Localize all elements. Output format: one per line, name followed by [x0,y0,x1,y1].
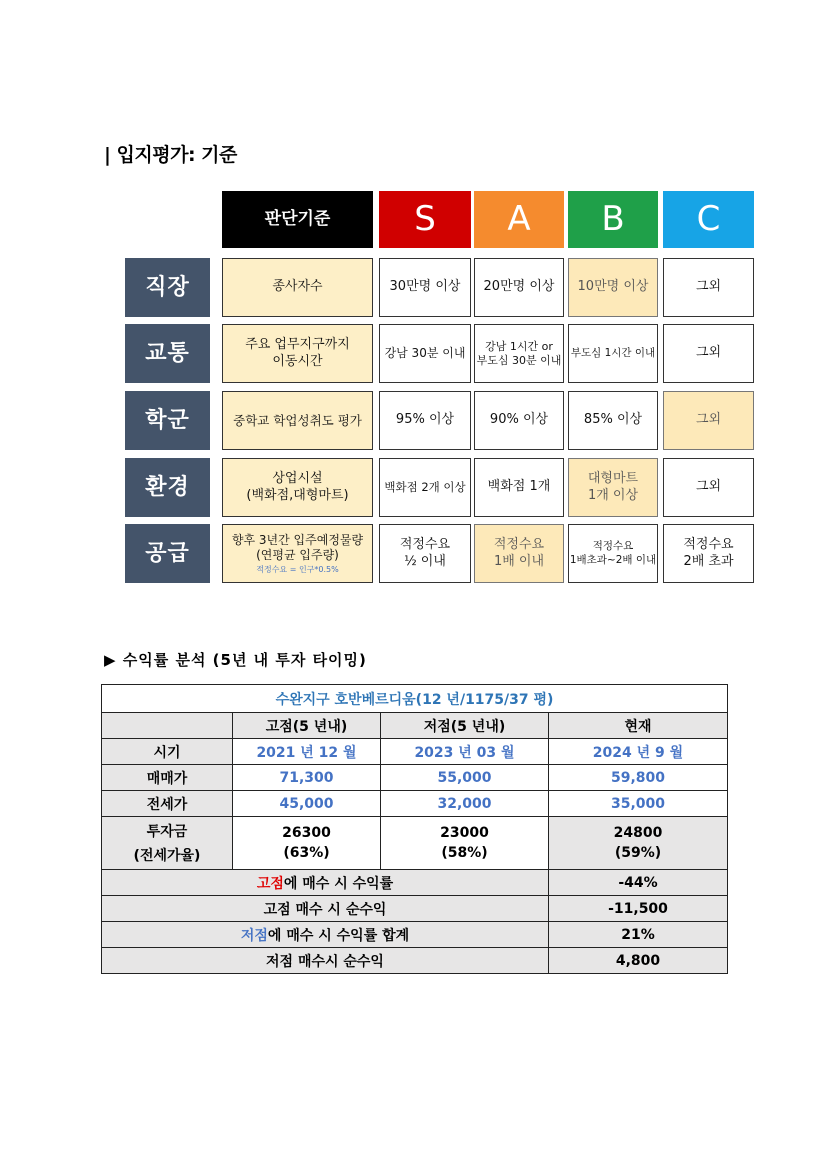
grade-cell: 그외 [663,258,754,317]
row-header: 전세가 [102,791,233,817]
section-title-return: ▶ 수익률 분석 (5년 내 투자 타이밍) [104,651,367,669]
summary-row [102,896,728,922]
grade-cell: 백화점 2개 이상 [379,458,471,517]
summary-label [102,922,549,948]
row-header: 매매가 [102,765,233,791]
criteria-cell [222,258,373,317]
summary-label [102,870,549,896]
summary-label-highlight: 저점 [240,927,268,944]
grade-s-header: S [379,191,471,248]
grade-c-header: C [663,191,754,248]
grade-cell: 90% 이상 [474,391,564,450]
cell-value: 2023 년 03 월 [381,739,549,765]
criteria-text: 주요 업무지구까지 이동시간 [245,337,350,369]
cell-value [549,817,728,870]
cell-value: 2024 년 9 월 [549,739,728,765]
row-header [102,817,233,870]
criteria-cell [222,458,373,517]
summary-row [102,948,728,974]
criteria-text: 상업시설 (백화점,대형마트) [246,471,349,503]
column-header: 현재 [549,713,728,739]
summary-row [102,870,728,896]
summary-label-text: 에 매수 시 수익률 합계 [267,927,410,944]
cell-value: 45,000 [233,791,381,817]
column-header: 고점(5 년내) [233,713,381,739]
grade-cell-highlighted: 그외 [663,391,754,450]
criteria-text: 향후 3년간 입주예정물량 (연평균 입주량) [231,532,364,562]
cell-value: 35,000 [549,791,728,817]
row-label-transport: 교통 [125,324,210,383]
summary-label: 저점 매수시 순수익 [102,948,549,974]
cell-value [233,817,381,870]
grade-cell: 그외 [663,458,754,517]
row-header: 시기 [102,739,233,765]
criteria-cell [222,391,373,450]
row-label-work: 직장 [125,258,210,317]
grade-cell: 그외 [663,324,754,383]
summary-value: -11,500 [549,896,728,922]
grade-a-header: A [474,191,564,248]
jeonse-ratio: (59%) [614,845,662,861]
grade-cell: 백화점 1개 [474,458,564,517]
summary-label-text: 에 매수 시 수익률 [283,875,394,892]
cell-value: 59,800 [549,765,728,791]
column-header: 저점(5 년내) [381,713,549,739]
grade-b-header: B [568,191,658,248]
summary-value: -44% [549,870,728,896]
criteria-note: 적정수요 = 인구*0.5% [256,564,339,574]
jeonse-ratio: (58%) [441,845,488,861]
invest-amount: 24800 [613,825,663,841]
table-title: 수완지구 호반베르디움(12 년/1175/37 평) [102,685,728,713]
row-label-supply: 공급 [125,524,210,583]
grade-cell-highlighted: 10만명 이상 [568,258,658,317]
section-title-location: | 입지평가: 기준 [104,144,237,166]
grade-cell: 적정수요 1배초과~2배 이내 [568,524,658,583]
row-header-line: 투자금 [146,824,188,840]
header-blank [102,713,233,739]
grade-cell-highlighted: 적정수요 1배 이내 [474,524,564,583]
summary-value: 21% [549,922,728,948]
grade-cell: 95% 이상 [379,391,471,450]
cell-value [381,817,549,870]
summary-label-highlight: 고점 [256,875,284,892]
cell-value: 55,000 [381,765,549,791]
cell-value: 2021 년 12 월 [233,739,381,765]
grade-cell: 30만명 이상 [379,258,471,317]
criteria-text: 중학교 학업성취도 평가 [233,412,362,428]
table-row [102,739,728,765]
grade-cell-highlighted: 대형마트 1개 이상 [568,458,658,517]
cell-value: 32,000 [381,791,549,817]
criteria-header: 판단기준 [222,191,373,248]
criteria-text: 종사자수 [272,279,323,295]
grade-cell: 강남 1시간 or 부도심 30분 이내 [474,324,564,383]
row-header-line: (전세가율) [133,848,201,864]
table-row [102,765,728,791]
grade-cell: 적정수요 ½ 이내 [379,524,471,583]
criteria-cell [222,324,373,383]
grade-cell: 적정수요 2배 초과 [663,524,754,583]
grade-cell: 강남 30분 이내 [379,324,471,383]
row-label-school: 학군 [125,391,210,450]
criteria-cell [222,524,373,583]
summary-value: 4,800 [549,948,728,974]
row-label-environment: 환경 [125,458,210,517]
cell-value: 71,300 [233,765,381,791]
invest-amount: 26300 [282,825,331,841]
return-analysis-table [101,684,728,974]
grade-cell: 85% 이상 [568,391,658,450]
table-row [102,817,728,870]
grade-cell: 부도심 1시간 이내 [568,324,658,383]
grade-cell: 20만명 이상 [474,258,564,317]
jeonse-ratio: (63%) [283,845,330,861]
summary-row [102,922,728,948]
invest-amount: 23000 [440,825,489,841]
table-row [102,791,728,817]
summary-label: 고점 매수 시 순수익 [102,896,549,922]
